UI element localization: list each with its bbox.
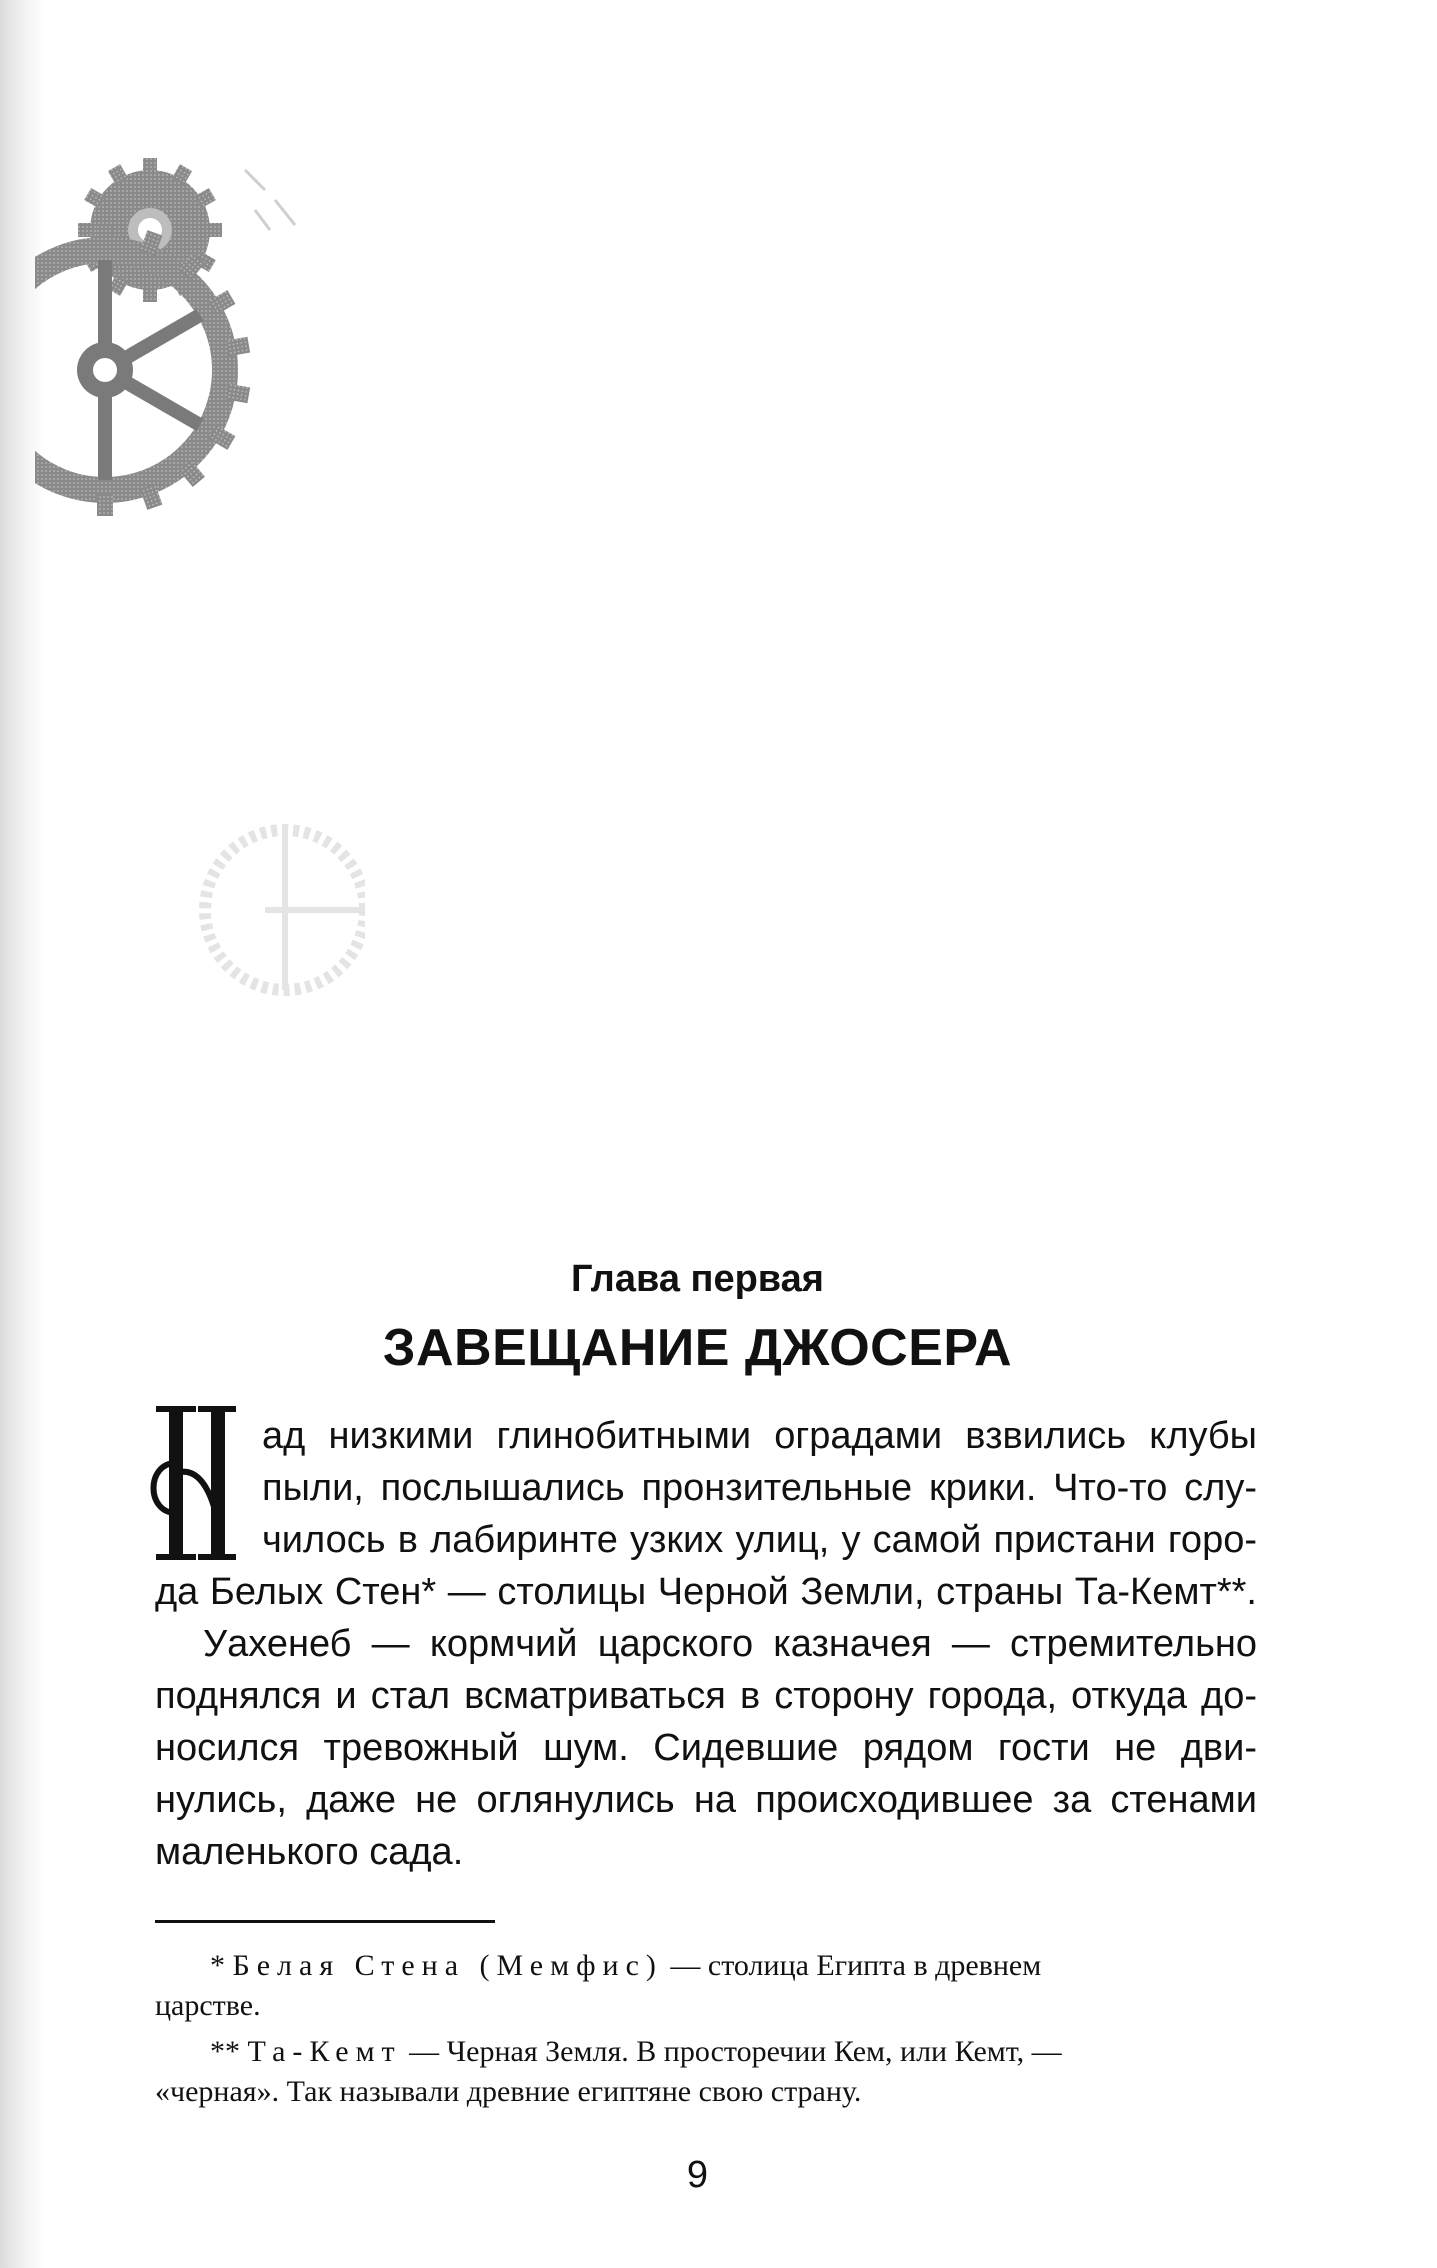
footnote-2-line-1 [210,2032,1062,2072]
footnote-1-text: — столица Египта в древнем [670,1949,1042,1982]
footnote-2-marker: ** [210,2035,240,2068]
page-number: 9 [686,2154,709,2196]
body-line-1: ад низкими глинобитными оградами взвились клубы [262,1415,1257,1457]
body-line-3: чилось в лабиринте узких улиц, у самой пристани горо- [262,1519,1257,1561]
footnote-1-line-1 [210,1946,1041,1986]
footnote-1-marker: * [210,1949,225,1982]
footnote-2-text: — Черная Земля. В просторечии Кем, или Кемт, — [409,2035,1062,2068]
ornamental-initial [146,1403,238,1563]
body-line-9: маленького сада. [155,1831,464,1873]
gear-icon [35,150,345,520]
footnote-1-term: Белая Стена (Мемфис) [232,1949,663,1982]
footnote-separator [155,1920,495,1923]
body-line-6: поднялся и стал всматриваться в сторону города, откуда до- [155,1675,1257,1717]
footnote-1-line-2: царстве. [155,1989,261,2022]
footnote-2-line-2: «черная». Так называли древние египтяне свою страну. [155,2075,862,2108]
footnote-2-term: Та-Кемт [247,2035,402,2068]
body-line-5: Уахенеб — кормчий царского казначея — стремительно [203,1623,1257,1665]
chapter-label: Глава первая [571,1258,824,1300]
body-line-7: носился тревожный шум. Сидевшие рядом гости не дви- [155,1727,1257,1769]
dropcap-ornament-icon [146,1403,238,1563]
body-line-2: пыли, послышались пронзительные крики. Что-то слу- [262,1467,1257,1509]
body-line-4: да Белых Стен* — столицы Черной Земли, страны Та-Кемт**. [155,1571,1257,1613]
faded-gear-icon [175,800,365,1020]
body-line-8: нулись, даже не оглянулись на происходившее за стенами [155,1779,1257,1821]
chapter-title: ЗАВЕЩАНИЕ ДЖОСЕРА [382,1319,1013,1377]
